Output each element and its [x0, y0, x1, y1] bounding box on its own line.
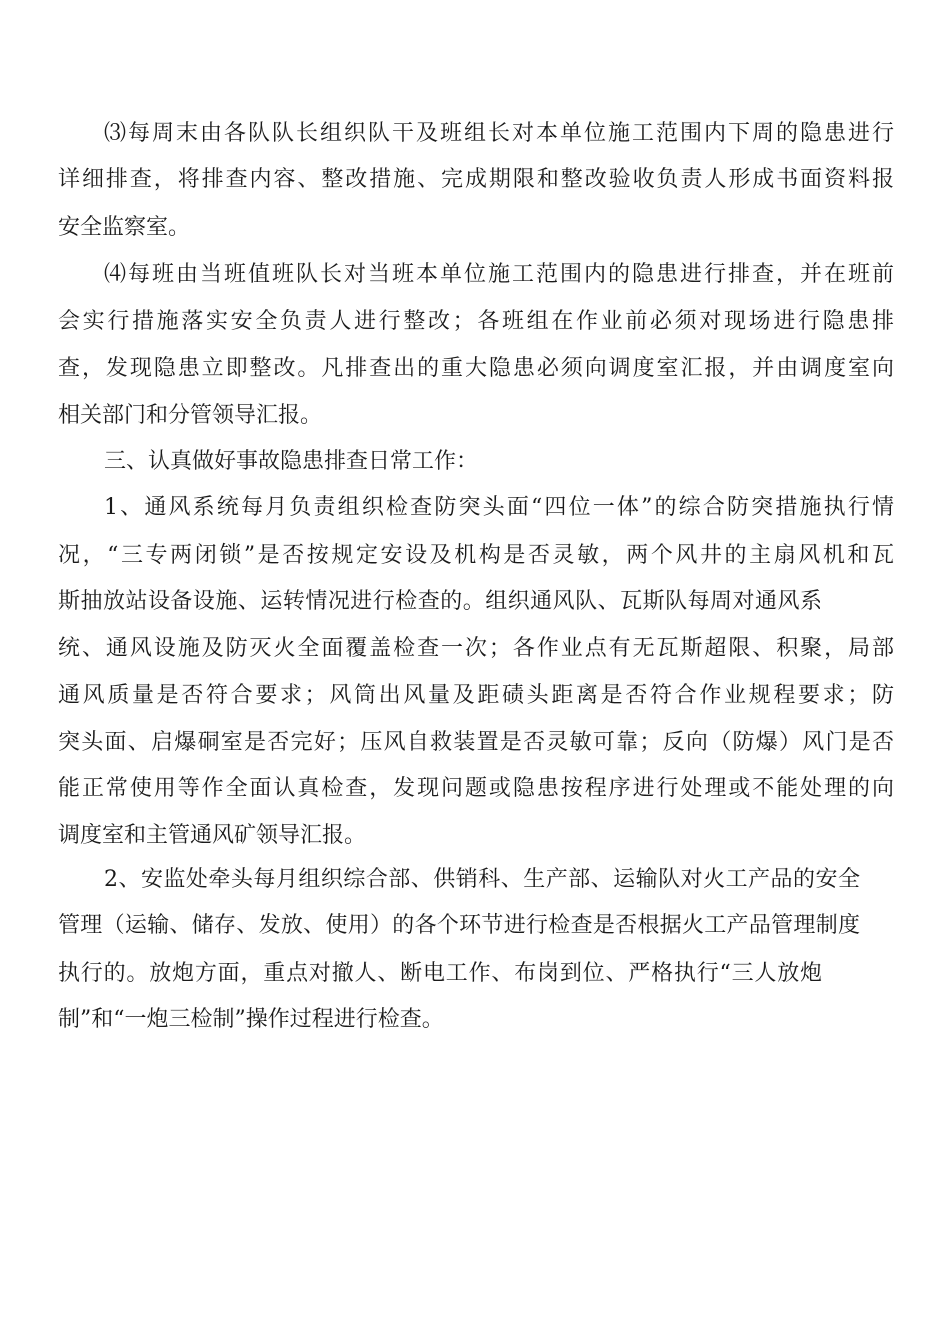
text-line: 安全监察室。 [58, 215, 191, 240]
text-line: 制”和“一炮三检制”操作过程进行检查。 [58, 1007, 444, 1032]
text-line: 统、通风设施及防灭火全面覆盖检查一次；各作业点有无瓦斯超限、积聚，局部 [58, 636, 896, 661]
text-line: 2、安监处牵头每月组织综合部、供销科、生产部、运输队对火工产品的安全 [104, 867, 861, 892]
text-line: 三、认真做好事故隐患排查日常工作： [104, 449, 479, 474]
text-line: ⑶每周末由各队队长组织队干及班组长对本单位施工范围内下周的隐患进行 [104, 121, 896, 146]
text-line: 1、通风系统每月负责组织检查防突头面“四位一体”的综合防突措施执行情 [104, 495, 897, 520]
text-line: 执行的。放炮方面，重点对撤人、断电工作、布岗到位、严格执行“三人放炮 [58, 961, 823, 986]
text-line: 详细排查，将排查内容、整改措施、完成期限和整改验收负责人形成书面资料报 [58, 167, 896, 192]
text-line: 相关部门和分管领导汇报。 [58, 403, 323, 428]
text-line: ⑷每班由当班值班队长对当班本单位施工范围内的隐患进行排查，并在班前 [104, 262, 896, 287]
text-line: 突头面、启爆硐室是否完好；压风自救装置是否灵敏可靠；反向（防爆）风门是否 [58, 730, 896, 755]
text-line: 况，“三专两闭锁”是否按规定安设及机构是否灵敏，两个风井的主扇风机和瓦 [58, 543, 897, 568]
text-line: 会实行措施落实安全负责人进行整改；各班组在作业前必须对现场进行隐患排 [58, 309, 897, 334]
text-line: 调度室和主管通风矿领导汇报。 [58, 823, 367, 848]
text-line: 查，发现隐患立即整改。凡排查出的重大隐患必须向调度室汇报，并由调度室向 [58, 356, 896, 381]
text-line: 通风质量是否符合要求；风筒出风量及距碛头距离是否符合作业规程要求；防 [58, 683, 897, 708]
text-line: 斯抽放站设备设施、运转情况进行检查的。组织通风队、瓦斯队每周对通风系 [58, 589, 823, 614]
text-line: 能正常使用等作全面认真检查，发现问题或隐患按程序进行处理或不能处理的向 [58, 776, 896, 801]
text-line: 管理（运输、储存、发放、使用）的各个环节进行检查是否根据火工产品管理制度 [58, 913, 861, 938]
